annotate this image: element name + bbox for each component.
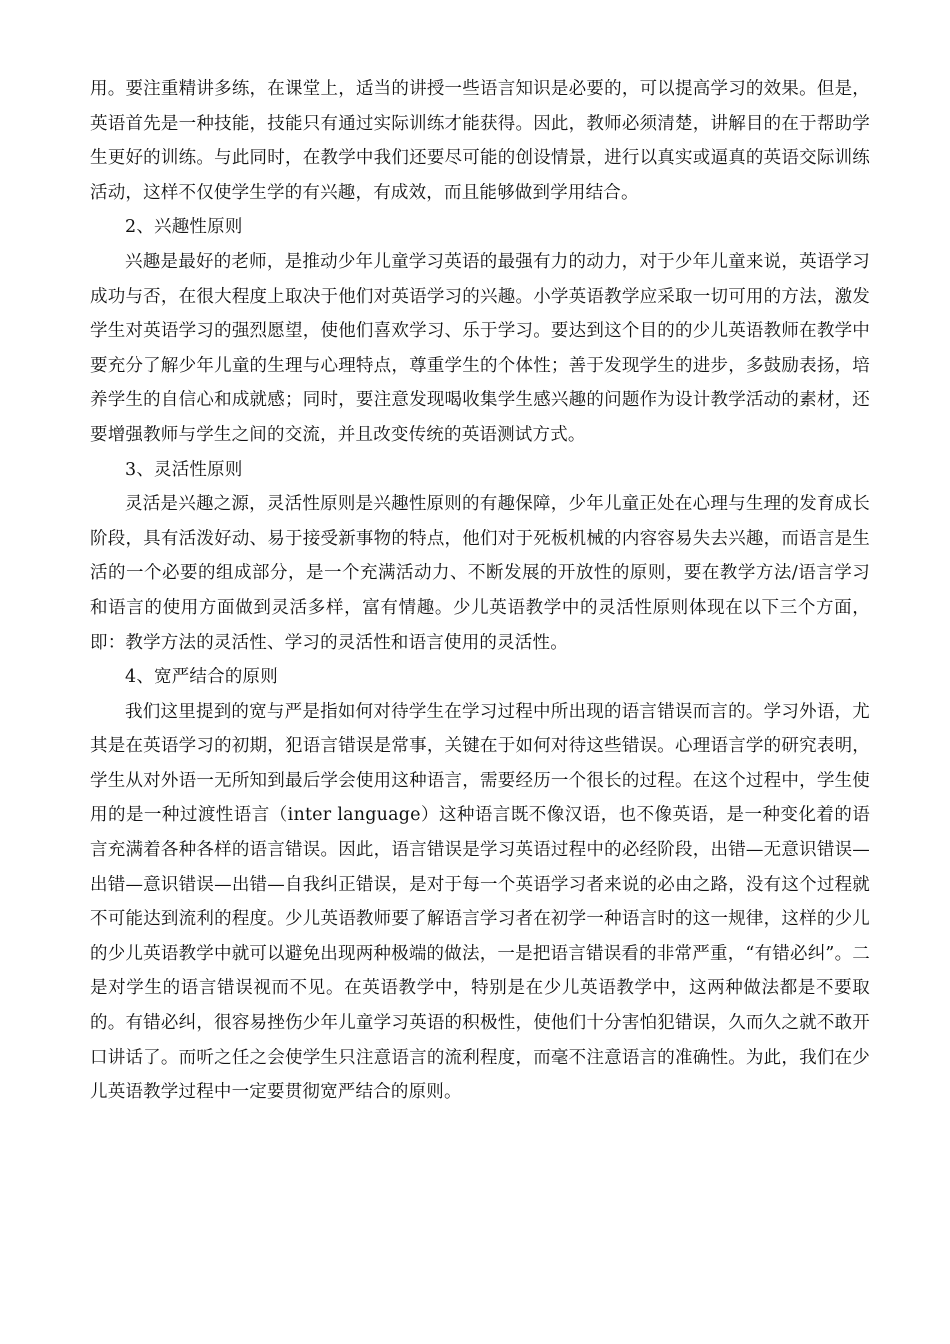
paragraph-continuation: 用。要注重精讲多练，在课堂上，适当的讲授一些语言知识是必要的，可以提高学习的效果。但是，英语首先是一种技能，技能只有通过实际训练才能获得。因此，教师必须清楚，讲解目的在于帮助学生更好的训练。与此同时，在教学中我们还要尽可能的创设情景，进行以真实或逼真的英语交际训练活动，这样不仅使学生学的有兴趣，有成效，而且能够做到学用结合。 xyxy=(90,79,870,203)
section-heading-leniency-strictness-principle: 4、宽严结合的原则 xyxy=(125,667,278,688)
section-heading-interest-principle: 2、兴趣性原则 xyxy=(125,217,243,238)
paragraph-leniency-strictness-principle: 我们这里提到的宽与严是指如何对待学生在学习过程中所出现的语言错误而言的。学习外语，尤其是在英语学习的初期，犯语言错误是常事，关键在于如何对待这些错误。心理语言学的研究表明，学生从对外语一无所知到最后学会使用这种语言，需要经历一个很长的过程。在这个过程中，学生使用的是一种过渡性语言（inter language）这种语言既不像汉语，也不像英语，是一种变化着的语言充满着各种各样的语言错误。因此，语言错误是学习英语过程中的必经阶段，出错—无意识错误—出错—意识错误—出错—自我纠正错误，是对于每一个英语学习者来说的必由之路，没有这个过程就不可能达到流利的程度。少儿英语教师要了解语言学习者在初学一种语言时的这一规律，这样的少儿的少儿英语教学中就可以避免出现两种极端的做法，一是把语言错误看的非常严重，“有错必纠”。二是对学生的语言错误视而不见。在英语教学中，特别是在少儿英语教学中，这两种做法都是不要取的。有错必纠，很容易挫伤少年儿童学习英语的积极性，使他们十分害怕犯错误，久而久之就不敢开口讲话了。而听之任之会使学生只注意语言的流利程度，而毫不注意语言的准确性。为此，我们在少儿英语教学过程中一定要贯彻宽严结合的原则。 xyxy=(90,701,870,1103)
paragraph-interest-principle: 兴趣是最好的老师，是推动少年儿童学习英语的最强有力的动力，对于少年儿童来说，英语学习成功与否，在很大程度上取决于他们对英语学习的兴趣。小学英语教学应采取一切可用的方法，激发学生对英语学习的强烈愿望，使他们喜欢学习、乐于学习。要达到这个目的的少儿英语教师在教学中要充分了解少年儿童的生理与心理特点，尊重学生的个体性；善于发现学生的进步，多鼓励表扬，培养学生的自信心和成就感；同时，要注意发现喝收集学生感兴趣的问题作为设计教学活动的素材，还要增强教师与学生之间的交流，并且改变传统的英语测试方式。 xyxy=(90,251,870,445)
document-page xyxy=(90,72,870,1110)
section-heading-flexibility-principle: 3、灵活性原则 xyxy=(125,459,243,480)
paragraph-flexibility-principle: 灵活是兴趣之源，灵活性原则是兴趣性原则的有趣保障，少年儿童正处在心理与生理的发育成长阶段，具有活泼好动、易于接受新事物的特点，他们对于死板机械的内容容易失去兴趣，而语言是生活的一个必要的组成部分，是一个充满活动力、不断发展的开放性的原则，要在教学方法/语言学习和语言的使用方面做到灵活多样，富有情趣。少儿英语教学中的灵活性原则体现在以下三个方面，即：教学方法的灵活性、学习的灵活性和语言使用的灵活性。 xyxy=(90,494,870,653)
